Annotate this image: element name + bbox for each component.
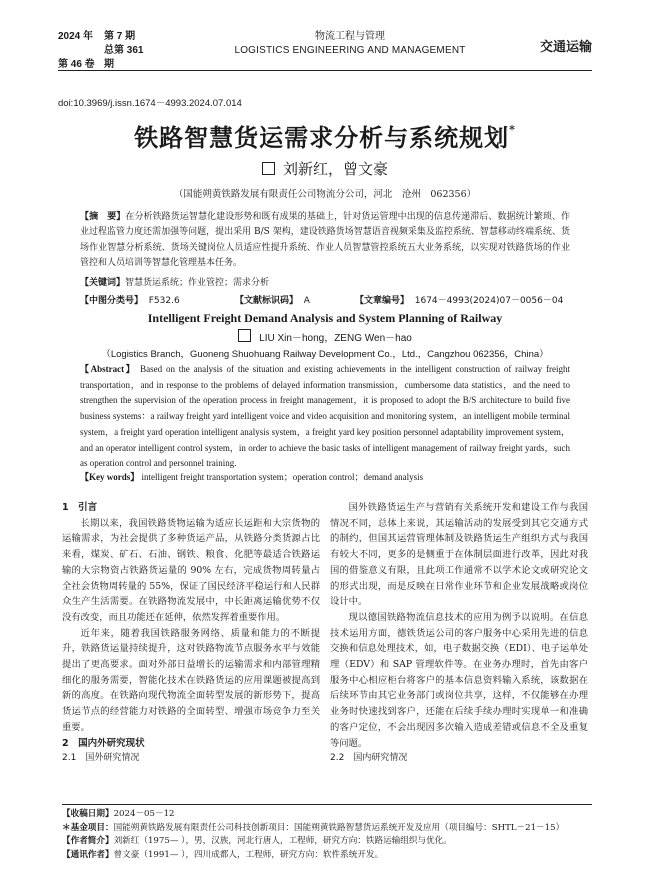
abstract-en: [80, 362, 570, 472]
section-heading-introduction: 1 引言: [62, 502, 98, 513]
keywords-en-text: intelligent freight transportation system；operation control；demand analysis: [141, 472, 424, 482]
journal-name-cn: 物流工程与管理: [315, 31, 385, 42]
corresponding-value: 曾文豪（1991— ），四川成都人，工程师，研究方向：软件系统开发。: [113, 849, 384, 860]
fund-value: 国能朔黄铁路发展有限责任公司科技创新项目：国能朔黄铁路智慧货运系统开发及应用（项目编号：SHTL－21－15）: [113, 822, 565, 833]
doc-label: 【文献标识码】: [235, 296, 299, 306]
journal-name: [208, 30, 492, 58]
corresponding-label: 【通讯作者】: [62, 849, 114, 860]
abstract-cn: [80, 210, 570, 271]
article-number-label: 【文章编号】: [355, 296, 410, 306]
received-label: 【收稿日期】: [62, 809, 114, 819]
fund-label: ＊基金项目：: [62, 822, 114, 833]
abstract-en-label: 【Abstract】: [80, 364, 137, 374]
doc-code: [235, 293, 310, 306]
subsection-heading-domestic: 2.2 国内研究情况: [330, 753, 408, 764]
english-title: Intelligent Freight Demand Analysis and System Planning of Railway: [147, 311, 503, 325]
volume: 第 46 卷: [58, 59, 95, 70]
fund-project: [62, 822, 592, 836]
keywords-en-label: 【Key words】: [80, 472, 140, 482]
doi: doi:10.3969/j.issn.1674－4993.2024.07.014: [58, 98, 242, 109]
paragraph: 近年来，随着我国铁路服务网络、质量和能力的不断提升，铁路货运量持续提升，这对铁路物流节点服务水平与效能提出了更高要求。面对外部日益增长的运输需求和内部管理精细化的服务需要，智能化技术在铁路货运的应用课题被提高到新的高度。在铁路向现代物流全面转型发展的新形势下，提高货运节点的经营能力对铁路的全面转型、增强市场竞争力至关重要。: [62, 627, 320, 733]
footnotes: [62, 804, 592, 862]
affiliation: （国能朔黄铁路发展有限责任公司物流分公司，河北 沧州 062356）: [173, 189, 477, 200]
box-icon: [262, 162, 275, 175]
abstract-cn-text: 在分析铁路货运智慧化建设形势和既有成果的基础上，针对货运管理中出现的信息传递滞后、数据统计繁琐、作业过程监管力度还需加强等问题，提出采用 B/S 架构，建设铁路货场智慧语音视频采集及监控系统、智慧移动终端系统、货场作业智慧分析系统、货场关键岗位人员适应性提升系统、作业人员智慧管控系统五大业务系统，以实现对铁路货场的作业管控和人员培训等智慧化管理基本任务。: [80, 212, 570, 268]
keywords-en: [80, 470, 570, 483]
clc-value: F532.6: [148, 296, 180, 306]
abstract-cn-label: 【摘 要】: [80, 212, 126, 222]
article-number-value: 1674－4993(2024)07－0056－04: [414, 296, 564, 306]
section-label: 交通运输: [539, 40, 592, 55]
issue-info: [58, 30, 150, 72]
author-bio-label: 【作者简介】: [62, 836, 114, 847]
english-authors: [0, 329, 650, 344]
title-footnote-mark: *: [509, 123, 516, 136]
body-column-right: [330, 500, 588, 767]
authors: [0, 158, 650, 179]
keywords-cn-label: 【关键词】: [80, 278, 126, 288]
corresponding-author: [62, 849, 592, 863]
author-bio-value: 刘新红（1975— ），男，汉族，河北行唐人，工程师，研究方向：铁路运输组织与优化。: [113, 836, 452, 847]
issue: 第 7 期: [104, 31, 136, 42]
total-issue: 总第 361 期: [104, 45, 144, 70]
paragraph: 长期以来，我国铁路货物运输为适应长运距和大宗货物的运输需求，为社会提供了多种货运产品，从铁路分类货源占比来看，煤炭、矿石、石油、钢铁、粮食、化肥等最适合铁路运输的大宗物资占铁路货运量的 90% 左右，完成货物周转量占全社会货物周转量的 55%，保证了国民经济平稳运行和人民群众生产生活需要。在铁路物流发展中，中长距离运输优势不仅没有改变，而且功能还在延伸，依然发挥着重要作用。: [62, 517, 320, 623]
authors-text: 刘新红，曾文豪: [282, 160, 388, 178]
keywords-cn: [80, 275, 570, 288]
body-column-left: [62, 500, 320, 767]
doc-value: A: [303, 296, 310, 306]
english-authors-text: LIU Xin－hong，ZENG Wen－hao: [259, 333, 412, 344]
clc-number: [80, 293, 180, 306]
journal-name-en: LOGISTICS ENGINEERING AND MANAGEMENT: [234, 45, 466, 56]
received-value: 2024－05－12: [113, 809, 175, 819]
english-affiliation: （Logistics Branch，Guoneng Shuohuang Railway Development Co.，Ltd.，Cangzhou 062356，China）: [101, 349, 549, 360]
abstract-en-text: Based on the analysis of the situation and existing achievements in the intelligent construction of railway freight transportation，and in response to the problems of delayed information transmission，cumbersome data statistics，and the need to strengthen the supervision of the operation process in freight management，it is proposed to adopt the B/S architecture to build five business systems：a railway freight yard intelligent voice and video acquisition and monitoring system，an intelligent mobile terminal system，a freight yard operation intelligent analysis system，a freight yard key position personnel adaptability improvement system，and an operator intelligent control system，in order to achieve the basic tasks of intelligent management of railway freight yards，such as operation control and personnel training.: [80, 364, 570, 469]
section-heading-research-status: 2 国内外研究现状: [62, 737, 145, 749]
keywords-cn-text: 智慧货运系统；作业管控；需求分析: [125, 278, 270, 288]
subsection-heading-foreign: 2.1 国外研究情况: [62, 753, 140, 764]
page-header: [58, 26, 592, 71]
title-text: 铁路智慧货运需求分析与系统规划: [134, 123, 510, 152]
paragraph: 现以德国铁路物流信息技术的应用为例予以说明。在信息技术运用方面，德铁货运公司的客户服务中心采用先进的信息交换和信息处理技术，如，电子数据交换（EDI）、电子运单处理（EDV）和 SAP 管理软件等。在业务办理时，首先由客户服务中心相应柜台将客户的基本信息资料输入系统，该数据在后续环节由其它业务部门或岗位共享，这样，不仅能够在办理业务时快速找到客户，还能在后续手续办理时实现单一和准确的客户定位，不会出现因多次输入造成差错或信息不全及重复等问题。: [330, 611, 588, 749]
paragraph: 国外铁路货运生产与营销有关系统开发和建设工作与我国情况不同，总体上来说，其运输活动的发展受到其它交通方式的制约，但国其运营管理体制及铁路货运生产组织方式与我国有较大不同，更多的是侧重于在体制层面进行改革，因此对我国的借鉴意义有限，且此项工作通常不以学术论文或研究论文的形式出现，而是反映在日常作业环节和企业发展战略或岗位设计中。: [330, 502, 588, 608]
article-number: [355, 293, 563, 306]
box-icon: [238, 329, 251, 342]
clc-label: 【中图分类号】: [80, 296, 144, 306]
year: 2024 年: [58, 31, 94, 42]
author-bio: [62, 835, 592, 849]
received-date: [62, 808, 592, 822]
paper-title: [0, 118, 650, 153]
